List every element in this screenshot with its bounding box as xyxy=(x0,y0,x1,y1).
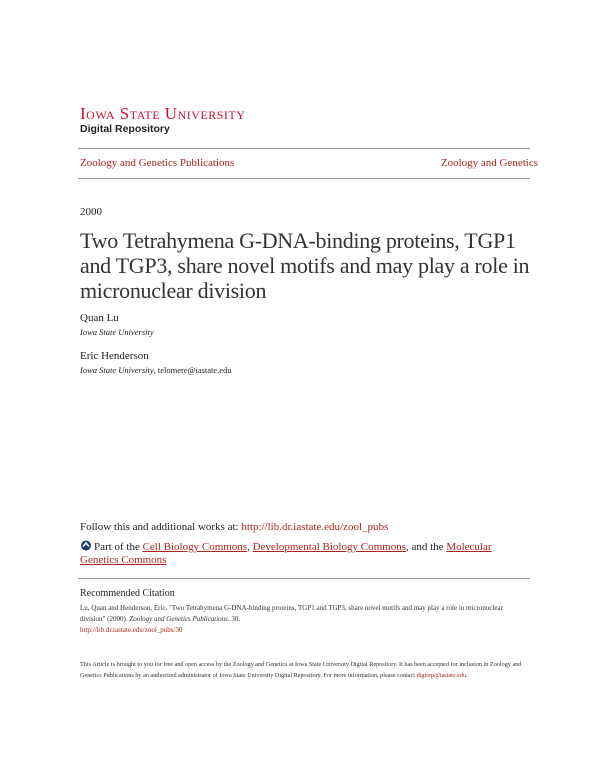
citation-body: Lu, Quan and Henderson, Eric, "Two Tetrahymena G-DNA-binding proteins, TGP1 and TGP3, share novel motifs and may play a role in micronuclear division" (2000). xyxy=(80,604,503,623)
collection-link[interactable]: Zoology and Genetics Publications xyxy=(80,157,235,169)
share-icon xyxy=(80,540,92,551)
affiliation-text: Iowa State University xyxy=(80,327,154,337)
citation-text xyxy=(80,603,530,636)
notice-suffix: . xyxy=(466,672,468,679)
developmental-biology-link[interactable]: Developmental Biology Commons xyxy=(252,541,406,553)
follow-prefix: Follow this and additional works at: xyxy=(80,521,242,533)
collection-url-link[interactable]: http://lib.dr.iastate.edu/zool_pubs xyxy=(241,521,389,533)
publication-year: 2000 xyxy=(80,206,102,218)
author-name: Quan Lu xyxy=(80,312,119,324)
separator: , xyxy=(247,541,253,553)
author-name: Eric Henderson xyxy=(80,350,149,362)
citation-url-link[interactable]: http://lib.dr.iastate.edu/zool_pubs/30 xyxy=(80,626,183,634)
citation-heading: Recommended Citation xyxy=(80,588,175,599)
notice-text: This Article is brought to you for free and open access by the Zoology and Genetics at Iowa State University Digital Repository. It has been accepted for inclusion in Zoology and Genetics Publications by an authorized administrator of Iowa State University Digital Repository. For more information, please contact xyxy=(80,661,522,679)
follow-line xyxy=(80,521,388,533)
citation-journal: Zoology and Genetics Publications xyxy=(129,615,228,623)
molecular-genetics-link[interactable]: Molecular Genetics Commons xyxy=(80,541,492,566)
affiliation-text: Iowa State University xyxy=(80,365,154,375)
author-affiliation xyxy=(80,327,154,337)
author-email: , telomere@iastate.edu xyxy=(153,365,232,375)
part-of-prefix: Part of the xyxy=(94,541,143,553)
cell-biology-link[interactable]: Cell Biology Commons xyxy=(142,541,248,553)
author-affiliation xyxy=(80,365,232,375)
repository-notice xyxy=(80,659,530,681)
department-link[interactable]: Zoology and Genetics xyxy=(440,157,538,169)
contact-email-link[interactable]: digirep@iastate.edu xyxy=(416,672,467,679)
part-of-line xyxy=(80,540,520,567)
top-divider xyxy=(78,148,530,149)
university-logo: Iowa State University xyxy=(80,104,246,123)
citation-divider xyxy=(78,578,530,579)
paper-title: Two Tetrahymena G-DNA-binding proteins, TGP1 and TGP3, share novel motifs and may play a role in micronuclear division xyxy=(80,228,530,303)
separator: , and the xyxy=(405,541,447,553)
citation-number: . 30. xyxy=(227,615,241,623)
nav-divider xyxy=(78,178,530,179)
repository-label: Digital Repository xyxy=(80,123,170,135)
